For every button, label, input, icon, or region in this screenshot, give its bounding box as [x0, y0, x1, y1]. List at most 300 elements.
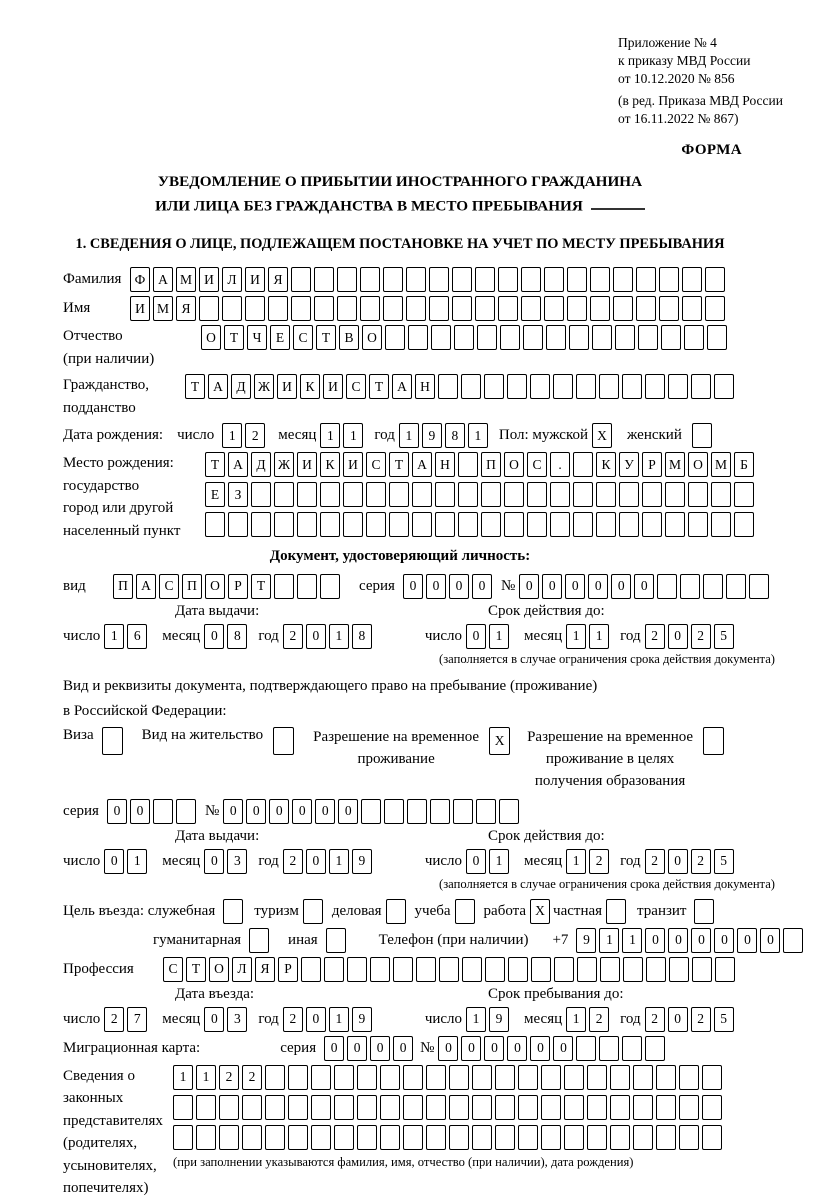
form-cell[interactable]: Т — [185, 374, 205, 399]
form-cell[interactable] — [495, 1125, 515, 1150]
form-cell[interactable]: 5 — [714, 624, 734, 649]
form-cell[interactable]: 9 — [352, 1007, 372, 1032]
form-cell[interactable]: 1 — [399, 423, 419, 448]
form-cell[interactable]: 9 — [489, 1007, 509, 1032]
form-cell[interactable]: 0 — [691, 928, 711, 953]
form-cell[interactable] — [314, 267, 334, 292]
form-cell[interactable] — [462, 957, 482, 982]
form-cell[interactable]: 1 — [320, 423, 340, 448]
form-cell[interactable] — [357, 1095, 377, 1120]
form-cell[interactable] — [403, 1125, 423, 1150]
form-cell[interactable]: 1 — [466, 1007, 486, 1032]
form-cell[interactable] — [680, 574, 700, 599]
form-cell[interactable]: 2 — [691, 1007, 711, 1032]
form-cell[interactable]: 0 — [269, 799, 289, 824]
form-cell[interactable] — [541, 1095, 561, 1120]
form-cell[interactable] — [569, 325, 589, 350]
form-cell[interactable] — [707, 325, 727, 350]
form-cell[interactable]: О — [362, 325, 382, 350]
form-cell[interactable]: 0 — [107, 799, 127, 824]
form-cell[interactable] — [703, 574, 723, 599]
form-cell[interactable]: 0 — [565, 574, 585, 599]
form-cell[interactable] — [173, 1095, 193, 1120]
form-cell[interactable] — [576, 374, 596, 399]
checkbox-cell[interactable] — [303, 899, 323, 924]
form-cell[interactable]: И — [323, 374, 343, 399]
form-cell[interactable] — [360, 267, 380, 292]
form-cell[interactable] — [679, 1095, 699, 1120]
form-cell[interactable] — [668, 374, 688, 399]
form-cell[interactable]: 2 — [104, 1007, 124, 1032]
form-cell[interactable] — [334, 1125, 354, 1150]
form-cell[interactable] — [274, 574, 294, 599]
form-cell[interactable]: О — [504, 452, 524, 477]
form-cell[interactable]: Т — [205, 452, 225, 477]
form-cell[interactable] — [705, 267, 725, 292]
form-cell[interactable] — [642, 482, 662, 507]
form-cell[interactable]: 0 — [645, 928, 665, 953]
checkbox-cell[interactable]: X — [592, 423, 612, 448]
form-cell[interactable]: И — [130, 296, 150, 321]
form-cell[interactable] — [504, 482, 524, 507]
form-cell[interactable] — [426, 1125, 446, 1150]
form-cell[interactable] — [711, 512, 731, 537]
form-cell[interactable] — [734, 482, 754, 507]
form-cell[interactable] — [495, 1095, 515, 1120]
form-cell[interactable]: 0 — [246, 799, 266, 824]
form-cell[interactable] — [573, 482, 593, 507]
form-cell[interactable]: 1 — [566, 624, 586, 649]
form-cell[interactable] — [715, 957, 735, 982]
form-cell[interactable] — [599, 1036, 619, 1061]
form-cell[interactable] — [324, 957, 344, 982]
form-cell[interactable] — [408, 325, 428, 350]
form-cell[interactable] — [320, 482, 340, 507]
form-cell[interactable] — [361, 799, 381, 824]
form-cell[interactable] — [665, 512, 685, 537]
form-cell[interactable] — [452, 296, 472, 321]
form-cell[interactable]: 0 — [760, 928, 780, 953]
form-cell[interactable]: Ж — [254, 374, 274, 399]
form-cell[interactable] — [592, 325, 612, 350]
form-cell[interactable] — [665, 482, 685, 507]
form-cell[interactable] — [702, 1095, 722, 1120]
form-cell[interactable] — [711, 482, 731, 507]
form-cell[interactable] — [527, 512, 547, 537]
form-cell[interactable] — [476, 799, 496, 824]
form-cell[interactable]: А — [392, 374, 412, 399]
form-cell[interactable] — [541, 1065, 561, 1090]
form-cell[interactable] — [523, 325, 543, 350]
form-cell[interactable] — [297, 512, 317, 537]
form-cell[interactable] — [645, 1036, 665, 1061]
form-cell[interactable] — [521, 267, 541, 292]
form-cell[interactable]: А — [228, 452, 248, 477]
form-cell[interactable] — [590, 296, 610, 321]
form-cell[interactable] — [587, 1125, 607, 1150]
form-cell[interactable] — [481, 512, 501, 537]
form-cell[interactable]: 8 — [445, 423, 465, 448]
form-cell[interactable]: У — [619, 452, 639, 477]
form-cell[interactable]: И — [277, 374, 297, 399]
form-cell[interactable]: 0 — [292, 799, 312, 824]
form-cell[interactable]: 0 — [449, 574, 469, 599]
form-cell[interactable] — [659, 267, 679, 292]
form-cell[interactable] — [438, 374, 458, 399]
form-cell[interactable]: Р — [642, 452, 662, 477]
form-cell[interactable] — [622, 374, 642, 399]
form-cell[interactable] — [573, 512, 593, 537]
form-cell[interactable] — [636, 296, 656, 321]
form-cell[interactable] — [691, 374, 711, 399]
form-cell[interactable] — [370, 957, 390, 982]
form-cell[interactable] — [669, 957, 689, 982]
form-cell[interactable]: 0 — [634, 574, 654, 599]
form-cell[interactable]: 2 — [245, 423, 265, 448]
form-cell[interactable]: 3 — [227, 1007, 247, 1032]
checkbox-cell[interactable] — [692, 423, 712, 448]
form-cell[interactable] — [485, 957, 505, 982]
form-cell[interactable] — [412, 482, 432, 507]
form-cell[interactable] — [500, 325, 520, 350]
form-cell[interactable] — [587, 1095, 607, 1120]
form-cell[interactable] — [714, 374, 734, 399]
form-cell[interactable] — [426, 1065, 446, 1090]
form-cell[interactable] — [659, 296, 679, 321]
form-cell[interactable] — [429, 296, 449, 321]
form-cell[interactable] — [449, 1065, 469, 1090]
form-cell[interactable] — [726, 574, 746, 599]
form-cell[interactable] — [454, 325, 474, 350]
form-cell[interactable] — [508, 957, 528, 982]
form-cell[interactable] — [426, 1095, 446, 1120]
form-cell[interactable]: И — [343, 452, 363, 477]
form-cell[interactable] — [458, 512, 478, 537]
form-cell[interactable] — [633, 1095, 653, 1120]
form-cell[interactable]: Т — [251, 574, 271, 599]
form-cell[interactable] — [596, 482, 616, 507]
form-cell[interactable]: 0 — [338, 799, 358, 824]
checkbox-cell[interactable] — [455, 899, 475, 924]
form-cell[interactable] — [679, 1125, 699, 1150]
form-cell[interactable] — [498, 267, 518, 292]
form-cell[interactable]: Д — [231, 374, 251, 399]
form-cell[interactable]: 0 — [668, 624, 688, 649]
form-cell[interactable]: С — [293, 325, 313, 350]
form-cell[interactable] — [265, 1065, 285, 1090]
form-cell[interactable] — [546, 325, 566, 350]
form-cell[interactable] — [274, 512, 294, 537]
form-cell[interactable]: 2 — [219, 1065, 239, 1090]
form-cell[interactable]: 2 — [283, 849, 303, 874]
form-cell[interactable] — [301, 957, 321, 982]
form-cell[interactable]: И — [297, 452, 317, 477]
form-cell[interactable]: 2 — [645, 1007, 665, 1032]
form-cell[interactable] — [590, 267, 610, 292]
form-cell[interactable]: М — [176, 267, 196, 292]
form-cell[interactable] — [242, 1095, 262, 1120]
form-cell[interactable]: 0 — [466, 849, 486, 874]
form-cell[interactable]: О — [205, 574, 225, 599]
form-cell[interactable]: П — [481, 452, 501, 477]
form-cell[interactable] — [393, 957, 413, 982]
form-cell[interactable]: 0 — [737, 928, 757, 953]
form-cell[interactable]: 0 — [668, 849, 688, 874]
form-cell[interactable] — [661, 325, 681, 350]
form-cell[interactable]: 0 — [714, 928, 734, 953]
form-cell[interactable] — [518, 1125, 538, 1150]
form-cell[interactable] — [288, 1095, 308, 1120]
form-cell[interactable] — [688, 482, 708, 507]
form-cell[interactable]: П — [113, 574, 133, 599]
form-cell[interactable] — [682, 296, 702, 321]
form-cell[interactable] — [783, 928, 803, 953]
form-cell[interactable] — [449, 1125, 469, 1150]
form-cell[interactable] — [380, 1125, 400, 1150]
form-cell[interactable]: 0 — [204, 849, 224, 874]
form-cell[interactable] — [610, 1065, 630, 1090]
form-cell[interactable] — [297, 482, 317, 507]
form-cell[interactable]: А — [412, 452, 432, 477]
form-cell[interactable] — [334, 1065, 354, 1090]
form-cell[interactable] — [242, 1125, 262, 1150]
form-cell[interactable] — [679, 1065, 699, 1090]
form-cell[interactable]: М — [665, 452, 685, 477]
form-cell[interactable] — [274, 482, 294, 507]
form-cell[interactable] — [518, 1095, 538, 1120]
form-cell[interactable]: О — [688, 452, 708, 477]
form-cell[interactable] — [596, 512, 616, 537]
form-cell[interactable] — [684, 325, 704, 350]
form-cell[interactable]: Н — [435, 452, 455, 477]
form-cell[interactable]: 1 — [489, 624, 509, 649]
form-cell[interactable] — [550, 512, 570, 537]
form-cell[interactable] — [288, 1065, 308, 1090]
form-cell[interactable]: 0 — [393, 1036, 413, 1061]
checkbox-cell[interactable] — [694, 899, 714, 924]
form-cell[interactable]: 0 — [104, 849, 124, 874]
form-cell[interactable] — [619, 482, 639, 507]
form-cell[interactable]: Т — [316, 325, 336, 350]
form-cell[interactable]: И — [199, 267, 219, 292]
form-cell[interactable]: Ж — [274, 452, 294, 477]
form-cell[interactable] — [320, 512, 340, 537]
form-cell[interactable]: 5 — [714, 1007, 734, 1032]
form-cell[interactable] — [636, 267, 656, 292]
form-cell[interactable] — [657, 574, 677, 599]
form-cell[interactable]: Т — [224, 325, 244, 350]
form-cell[interactable] — [288, 1125, 308, 1150]
checkbox-cell[interactable] — [386, 899, 406, 924]
form-cell[interactable] — [366, 512, 386, 537]
form-cell[interactable]: 0 — [472, 574, 492, 599]
form-cell[interactable]: М — [153, 296, 173, 321]
form-cell[interactable] — [429, 267, 449, 292]
form-cell[interactable]: 0 — [204, 624, 224, 649]
form-cell[interactable] — [360, 296, 380, 321]
form-cell[interactable] — [613, 267, 633, 292]
form-cell[interactable] — [472, 1095, 492, 1120]
form-cell[interactable] — [527, 482, 547, 507]
form-cell[interactable]: Б — [734, 452, 754, 477]
form-cell[interactable] — [504, 512, 524, 537]
form-cell[interactable]: О — [209, 957, 229, 982]
form-cell[interactable] — [531, 957, 551, 982]
form-cell[interactable] — [705, 296, 725, 321]
form-cell[interactable]: Т — [369, 374, 389, 399]
form-cell[interactable] — [357, 1125, 377, 1150]
form-cell[interactable]: 8 — [227, 624, 247, 649]
form-cell[interactable] — [481, 482, 501, 507]
form-cell[interactable]: Р — [278, 957, 298, 982]
form-cell[interactable] — [656, 1095, 676, 1120]
checkbox-cell[interactable] — [249, 928, 269, 953]
form-cell[interactable] — [430, 799, 450, 824]
form-cell[interactable] — [633, 1125, 653, 1150]
form-cell[interactable]: 1 — [599, 928, 619, 953]
form-cell[interactable]: 0 — [306, 1007, 326, 1032]
form-cell[interactable]: 0 — [466, 624, 486, 649]
form-cell[interactable] — [439, 957, 459, 982]
form-cell[interactable]: 1 — [622, 928, 642, 953]
form-cell[interactable] — [656, 1125, 676, 1150]
form-cell[interactable]: 2 — [691, 849, 711, 874]
form-cell[interactable] — [311, 1095, 331, 1120]
form-cell[interactable] — [495, 1065, 515, 1090]
form-cell[interactable] — [412, 512, 432, 537]
form-cell[interactable]: 0 — [611, 574, 631, 599]
form-cell[interactable]: 9 — [576, 928, 596, 953]
form-cell[interactable] — [196, 1125, 216, 1150]
form-cell[interactable] — [435, 512, 455, 537]
form-cell[interactable]: А — [208, 374, 228, 399]
form-cell[interactable] — [564, 1095, 584, 1120]
form-cell[interactable] — [587, 1065, 607, 1090]
form-cell[interactable]: А — [136, 574, 156, 599]
form-cell[interactable]: О — [201, 325, 221, 350]
form-cell[interactable] — [268, 296, 288, 321]
form-cell[interactable]: 1 — [343, 423, 363, 448]
form-cell[interactable]: М — [711, 452, 731, 477]
form-cell[interactable] — [564, 1125, 584, 1150]
form-cell[interactable]: 9 — [352, 849, 372, 874]
form-cell[interactable] — [567, 296, 587, 321]
form-cell[interactable] — [600, 957, 620, 982]
form-cell[interactable] — [518, 1065, 538, 1090]
form-cell[interactable] — [222, 296, 242, 321]
form-cell[interactable]: 1 — [329, 624, 349, 649]
form-cell[interactable] — [265, 1095, 285, 1120]
form-cell[interactable]: 0 — [306, 624, 326, 649]
form-cell[interactable]: К — [300, 374, 320, 399]
form-cell[interactable]: 0 — [438, 1036, 458, 1061]
form-cell[interactable] — [541, 1125, 561, 1150]
form-cell[interactable] — [573, 452, 593, 477]
checkbox-cell[interactable] — [223, 899, 243, 924]
form-cell[interactable] — [431, 325, 451, 350]
form-cell[interactable] — [347, 957, 367, 982]
form-cell[interactable] — [638, 325, 658, 350]
form-cell[interactable] — [576, 1036, 596, 1061]
form-cell[interactable]: 2 — [283, 624, 303, 649]
form-cell[interactable] — [196, 1095, 216, 1120]
form-cell[interactable]: Ф — [130, 267, 150, 292]
form-cell[interactable]: А — [153, 267, 173, 292]
form-cell[interactable]: 1 — [173, 1065, 193, 1090]
form-cell[interactable] — [153, 799, 173, 824]
form-cell[interactable] — [615, 325, 635, 350]
form-cell[interactable]: Я — [255, 957, 275, 982]
checkbox-cell[interactable] — [273, 727, 294, 755]
form-cell[interactable]: Я — [176, 296, 196, 321]
form-cell[interactable] — [472, 1065, 492, 1090]
form-cell[interactable]: Д — [251, 452, 271, 477]
form-cell[interactable] — [554, 957, 574, 982]
form-cell[interactable]: 5 — [714, 849, 734, 874]
form-cell[interactable]: 0 — [507, 1036, 527, 1061]
form-cell[interactable] — [544, 267, 564, 292]
form-cell[interactable]: 2 — [645, 849, 665, 874]
form-cell[interactable] — [343, 482, 363, 507]
form-cell[interactable]: 0 — [553, 1036, 573, 1061]
form-cell[interactable] — [383, 267, 403, 292]
form-cell[interactable] — [734, 512, 754, 537]
form-cell[interactable] — [458, 482, 478, 507]
form-cell[interactable] — [337, 267, 357, 292]
form-cell[interactable] — [452, 267, 472, 292]
form-cell[interactable] — [453, 799, 473, 824]
form-cell[interactable]: 0 — [588, 574, 608, 599]
form-cell[interactable] — [544, 296, 564, 321]
form-cell[interactable] — [245, 296, 265, 321]
form-cell[interactable]: 1 — [489, 849, 509, 874]
form-cell[interactable] — [199, 296, 219, 321]
checkbox-cell[interactable]: X — [530, 899, 550, 924]
form-cell[interactable] — [692, 957, 712, 982]
form-cell[interactable]: 1 — [468, 423, 488, 448]
form-cell[interactable]: В — [339, 325, 359, 350]
form-cell[interactable] — [291, 296, 311, 321]
form-cell[interactable]: И — [245, 267, 265, 292]
form-cell[interactable] — [656, 1065, 676, 1090]
form-cell[interactable] — [407, 799, 427, 824]
form-cell[interactable] — [297, 574, 317, 599]
form-cell[interactable]: 0 — [668, 928, 688, 953]
form-cell[interactable]: 0 — [668, 1007, 688, 1032]
form-cell[interactable] — [343, 512, 363, 537]
form-cell[interactable]: 2 — [691, 624, 711, 649]
form-cell[interactable]: 1 — [104, 624, 124, 649]
form-cell[interactable]: С — [346, 374, 366, 399]
form-cell[interactable]: 0 — [484, 1036, 504, 1061]
form-cell[interactable]: Т — [186, 957, 206, 982]
form-cell[interactable]: 9 — [422, 423, 442, 448]
form-cell[interactable] — [645, 374, 665, 399]
form-cell[interactable]: 1 — [589, 624, 609, 649]
form-cell[interactable] — [219, 1095, 239, 1120]
form-cell[interactable] — [314, 296, 334, 321]
form-cell[interactable] — [646, 957, 666, 982]
form-cell[interactable]: 1 — [329, 1007, 349, 1032]
form-cell[interactable]: 0 — [223, 799, 243, 824]
form-cell[interactable] — [610, 1125, 630, 1150]
form-cell[interactable] — [320, 574, 340, 599]
form-cell[interactable]: С — [527, 452, 547, 477]
form-cell[interactable] — [507, 374, 527, 399]
form-cell[interactable] — [389, 482, 409, 507]
form-cell[interactable] — [475, 267, 495, 292]
form-cell[interactable]: 0 — [530, 1036, 550, 1061]
